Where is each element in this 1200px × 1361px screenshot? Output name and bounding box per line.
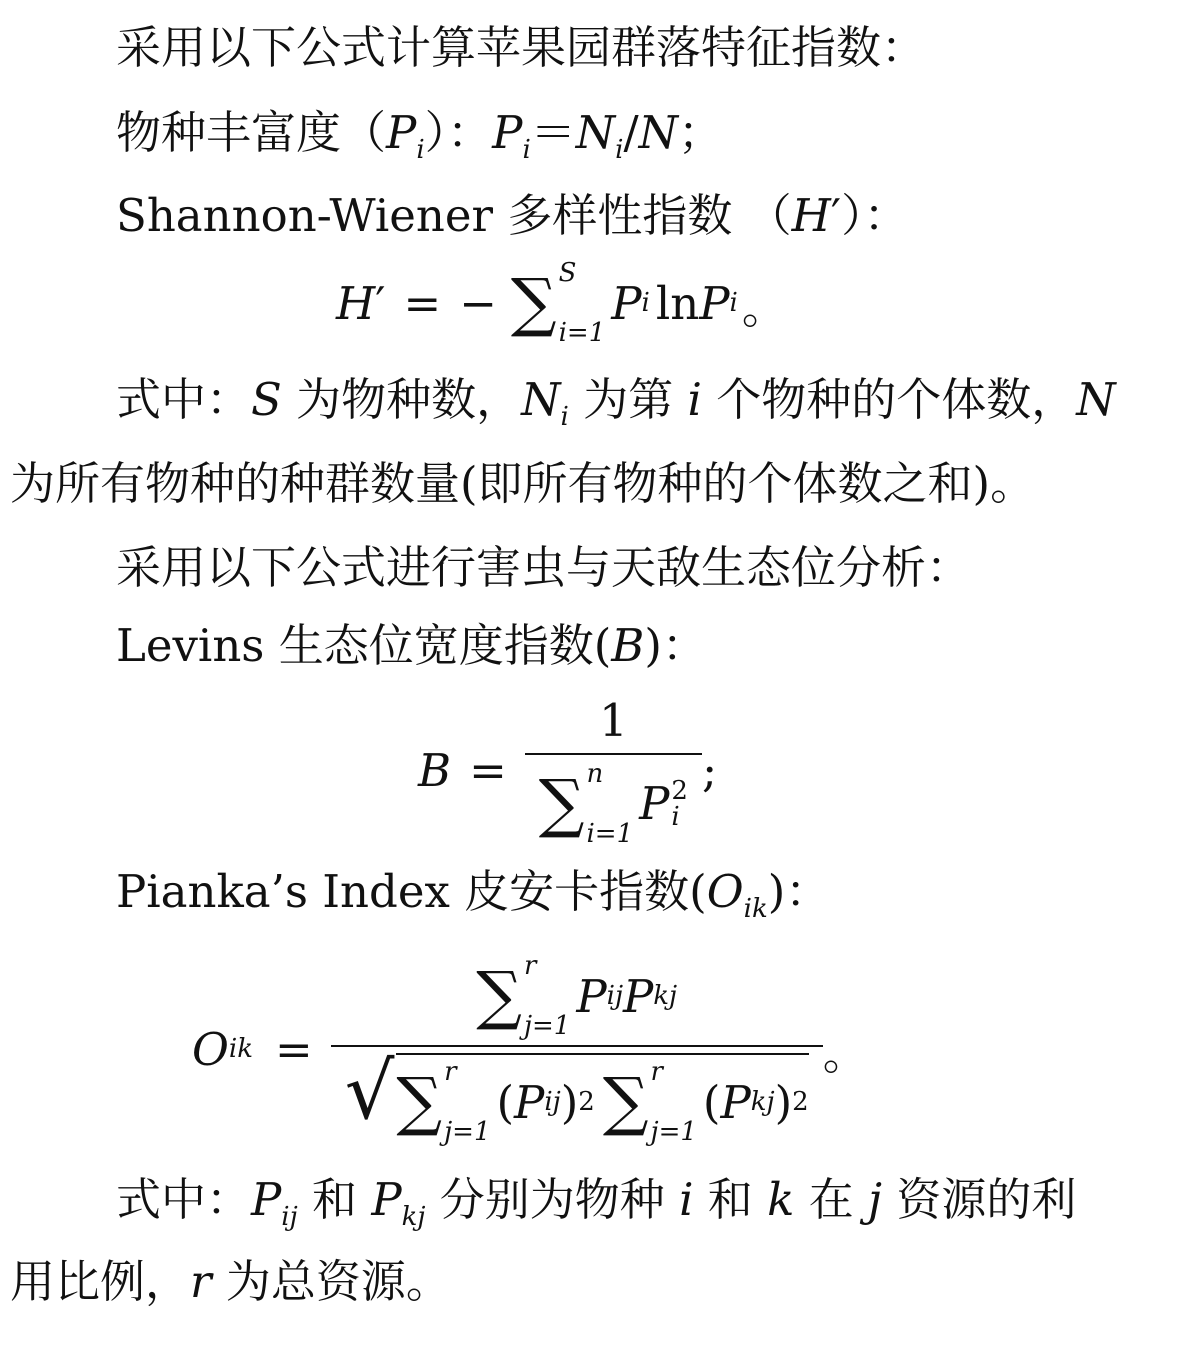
where-line-1: 式中：S 为物种数，$N_i$ 为第 i 个物种的个体数，N [116, 373, 1116, 432]
levins-label: Levins 生态位宽度指数 [116, 619, 594, 672]
pianka-label: Pianka’s Index 皮安卡指数 [116, 865, 690, 918]
pianka-formula: O ik = ∑ r j=1 P ij P kj √ ∑ r j=1 ( P ij ) 2 ∑ r j=1 ( P kj ) 2 。 [192, 951, 868, 1147]
intro-niche-line [116, 538, 971, 598]
intro-niche-text: 采用以下公式进行害虫与天敌生态位分析： [116, 541, 972, 594]
where-line-2: 为所有物种的种群数量(即所有物种的个体数之和)。 [10, 457, 1036, 510]
shannon-formula: H ′ = − ∑ S i=1 P i ln P i 。 [336, 258, 787, 348]
pianka-line: Pianka’s Index 皮安卡指数$(O_{ik})$： [116, 865, 831, 924]
where-line-4: 用比例，r 为总资源。 [10, 1255, 451, 1308]
levins-fraction: 1 ∑ n i=1 P 2 i [525, 694, 702, 847]
pianka-fraction: ∑ r j=1 P ij P kj √ ∑ r j=1 ( P ij ) 2 ∑ r j=1 ( P kj ) 2 [331, 953, 823, 1145]
levins-formula: B = 1 ∑ n i=1 P 2 i ; [418, 693, 718, 849]
shannon-label: Shannon-Wiener 多样性指数 [116, 189, 733, 242]
shannon-line: Shannon-Wiener 多样性指数 （H′）： [116, 189, 909, 242]
intro-community-text: 采用以下公式计算苹果园群落特征指数： [116, 21, 927, 74]
richness-label: 物种丰富度 [116, 106, 342, 159]
intro-community-line [116, 18, 926, 78]
levins-line: Levins 生态位宽度指数(B)： [116, 619, 707, 672]
sum-limits: S i=1 [558, 258, 606, 348]
richness-line: 物种丰富度$(P_i)$：$P_i=N_i/N$； [116, 106, 724, 165]
where-line-3: 式中：$P_{ij}$ 和 $P_{kj}$ 分别为物种 i 和 k 在 j 资源的利 [116, 1173, 1077, 1232]
square-root: √ ∑ r j=1 ( P ij ) 2 ∑ r j=1 ( P kj ) 2 [344, 1047, 809, 1147]
